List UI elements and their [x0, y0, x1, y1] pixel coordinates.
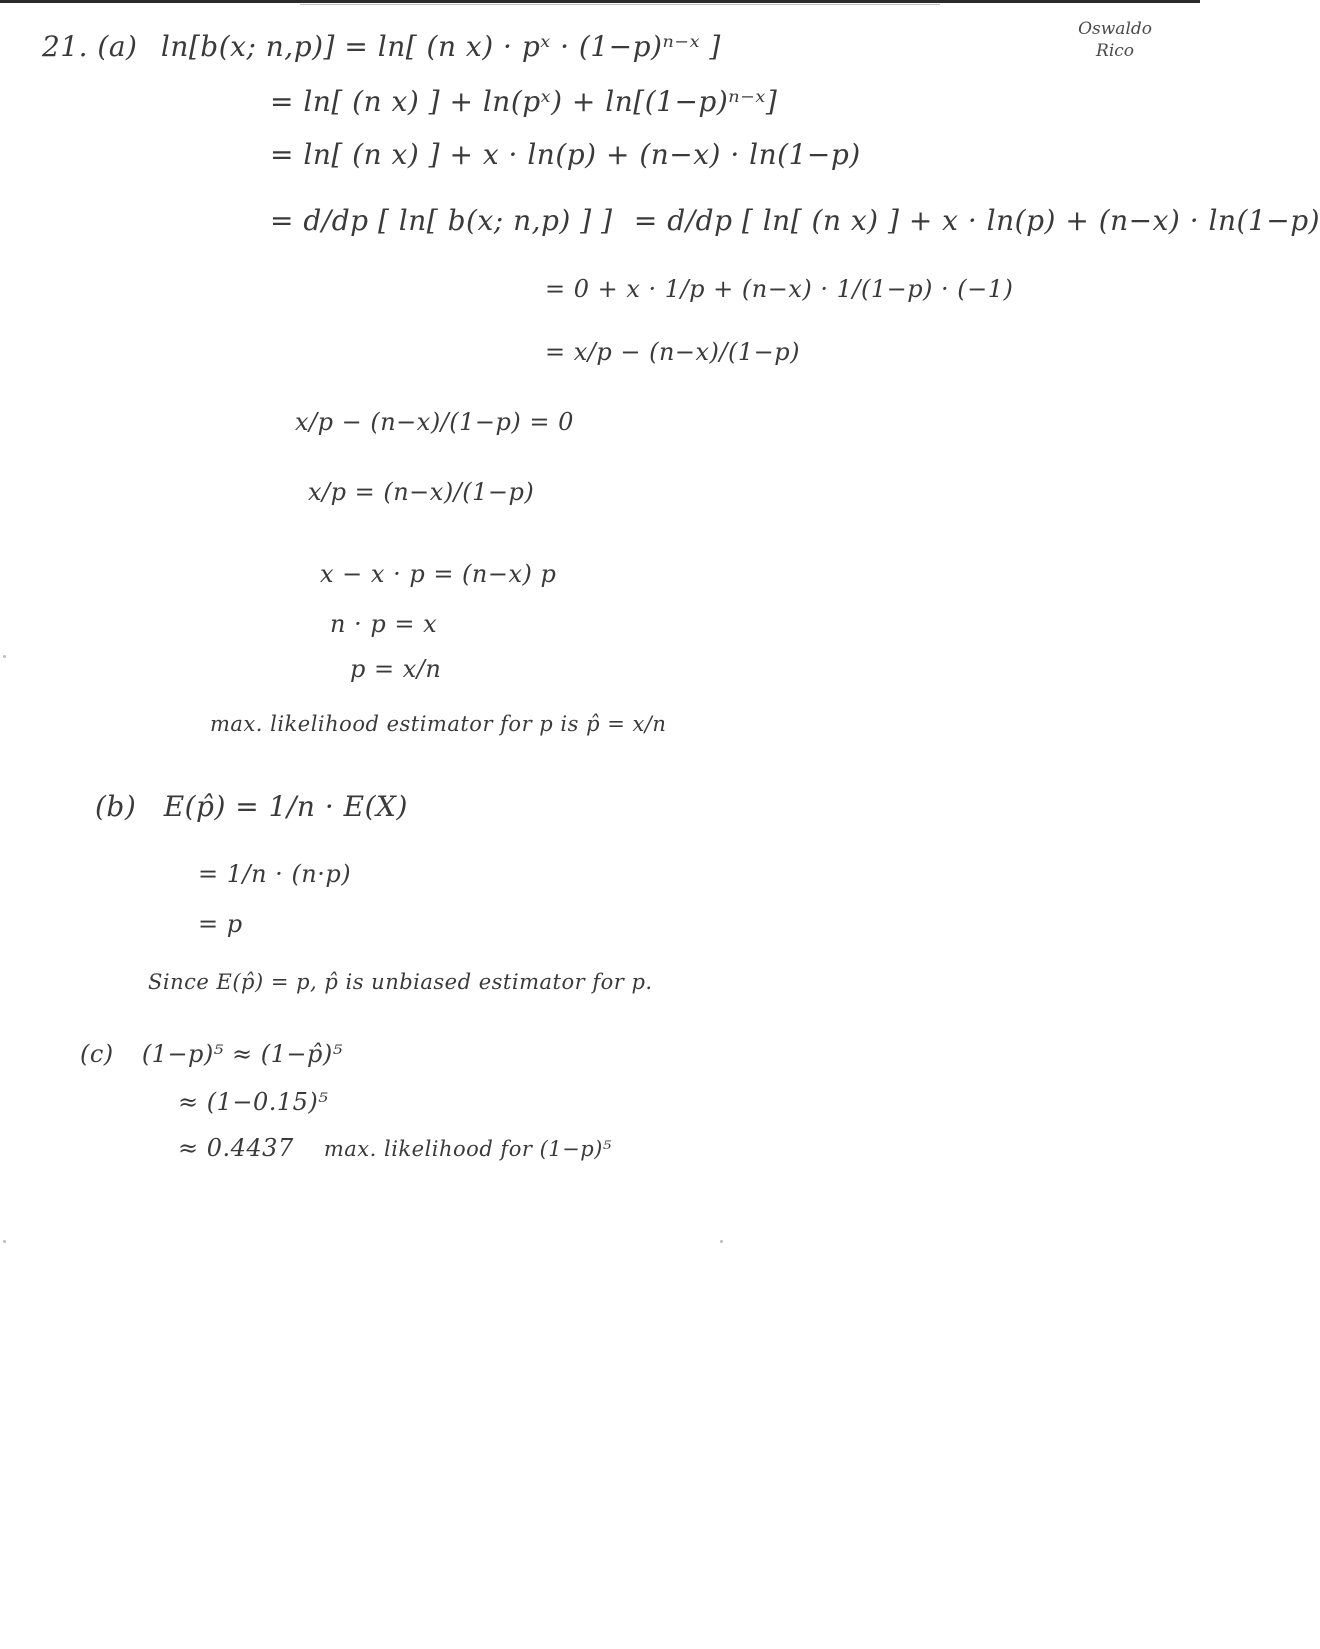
author-first-name: Oswaldo — [1078, 19, 1152, 39]
part-b-label: (b) — [95, 790, 137, 823]
derivative-right: = d/dp [ ln[ (n x) ] + x · ln(p) + (n−x) · ln(1−p) — [633, 204, 1320, 237]
solve-step2: x/p = (n−x)/(1−p) — [308, 478, 535, 506]
part-b-conclusion: Since E(p̂) = p, p̂ is unbiased estimator for p. — [148, 970, 653, 994]
part-c-label: (c) — [80, 1040, 114, 1068]
part-c-line3 — [178, 1134, 612, 1162]
part-a-derivative — [270, 204, 1320, 237]
scan-rule — [300, 4, 940, 5]
solve-step4: n · p = x — [330, 610, 438, 638]
part-a-conclusion: max. likelihood estimator for p is p̂ = x/n — [210, 712, 667, 736]
problem-number: 21. (a) — [42, 30, 138, 63]
approximation-step1: (1−p)⁵ ≈ (1−p̂)⁵ — [141, 1040, 343, 1068]
author-last-name: Rico — [1096, 41, 1135, 61]
log-likelihood-definition: ln[b(x; n,p)] = ln[ (n x) · pˣ · (1−p)ⁿ⁻ˣ ] — [160, 30, 721, 63]
part-b-line2: = 1/n · (n·p) — [198, 860, 352, 888]
expectation-definition: E(p̂) = 1/n · E(X) — [163, 790, 408, 823]
scan-speck — [3, 655, 6, 658]
part-a-line1 — [42, 30, 721, 63]
derivative-step2: = x/p − (n−x)/(1−p) — [545, 338, 800, 366]
author-name — [1078, 18, 1152, 62]
derivative-left: = d/dp [ ln[ b(x; n,p) ] ] — [270, 204, 613, 237]
solve-step5: p = x/n — [350, 655, 442, 683]
part-c-line1 — [80, 1040, 343, 1068]
part-b-line1 — [95, 790, 408, 823]
part-a-line3: = ln[ (n x) ] + x · ln(p) + (n−x) · ln(1−p) — [270, 138, 861, 171]
solve-step1: x/p − (n−x)/(1−p) = 0 — [295, 408, 574, 436]
part-b-line3: = p — [198, 910, 243, 938]
derivative-step1: = 0 + x · 1/p + (n−x) · 1/(1−p) · (−1) — [545, 275, 1014, 303]
part-a-line2: = ln[ (n x) ] + ln(pˣ) + ln[(1−p)ⁿ⁻ˣ] — [270, 85, 778, 118]
part-c-note: max. likelihood for (1−p)⁵ — [323, 1137, 612, 1161]
scan-speck — [3, 1240, 6, 1243]
part-c-line2: ≈ (1−0.15)⁵ — [178, 1088, 329, 1116]
scan-top-edge — [0, 0, 1200, 3]
solve-step3: x − x · p = (n−x) p — [320, 560, 557, 588]
scan-speck — [720, 1240, 723, 1243]
approximation-result: ≈ 0.4437 — [178, 1134, 294, 1162]
